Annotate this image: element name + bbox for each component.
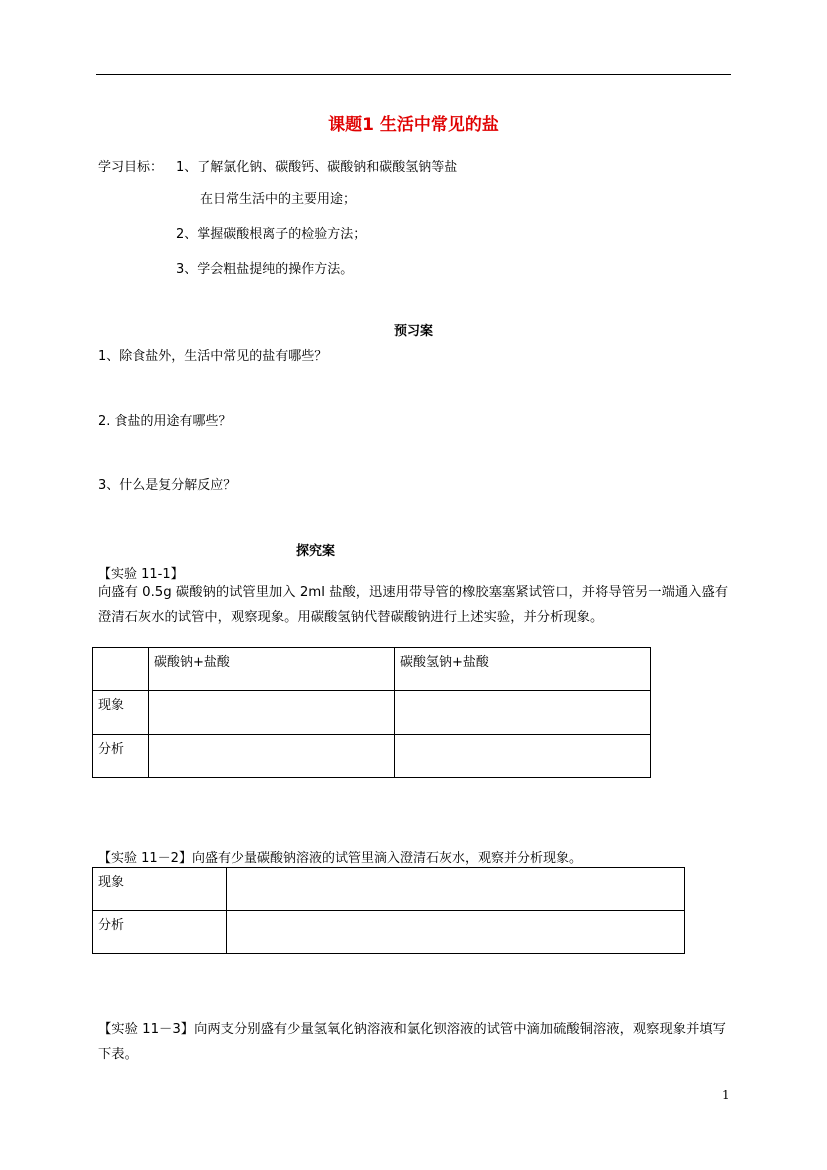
objective-item: 2、掌握碳酸根离子的检验方法； bbox=[176, 227, 367, 242]
objectives-label: 学习目标： bbox=[98, 160, 164, 175]
table-cell bbox=[93, 648, 149, 691]
exp1-label: 【实验 11-1】 bbox=[98, 567, 184, 582]
row-label: 现象 bbox=[93, 691, 149, 735]
table-header: 碳酸氢钠+盐酸 bbox=[395, 648, 651, 691]
row-label: 分析 bbox=[93, 735, 149, 778]
table-cell bbox=[149, 735, 395, 778]
objective-item: 3、学会粗盐提纯的操作方法。 bbox=[176, 262, 354, 277]
exp2-label: 【实验 11－2】 bbox=[98, 851, 192, 866]
objective-item: 在日常生活中的主要用途； bbox=[200, 192, 357, 207]
header-rule bbox=[96, 74, 731, 75]
preview-question: 1、除食盐外，生活中常见的盐有哪些？ bbox=[98, 349, 328, 364]
exp3-paragraph bbox=[98, 1017, 730, 1067]
row-label: 分析 bbox=[93, 911, 227, 954]
table-cell bbox=[395, 691, 651, 735]
exp1-table bbox=[92, 647, 651, 778]
table-cell bbox=[149, 691, 395, 735]
row-label: 现象 bbox=[93, 868, 227, 911]
page-number: 1 bbox=[722, 1088, 730, 1102]
objective-item: 1、了解氯化钠、碳酸钙、碳酸钠和碳酸氢钠等盐 bbox=[176, 160, 458, 175]
exp1-text: 向盛有 0.5g 碳酸钠的试管里加入 2ml 盐酸，迅速用带导管的橡胶塞塞紧试管口，并将导管另一端通入盛有澄清石灰水的试管中，观察现象。用碳酸氢钠代替碳酸钠进行上述实验，并分析现象。 bbox=[98, 585, 729, 625]
table-header: 碳酸钠+盐酸 bbox=[149, 648, 395, 691]
exp2-line bbox=[98, 847, 582, 866]
preview-question: 3、什么是复分解反应？ bbox=[98, 478, 237, 493]
table-cell bbox=[227, 911, 685, 954]
exp3-text: 向两支分别盛有少量氢氧化钠溶液和氯化钡溶液的试管中滴加硫酸铜溶液，观察现象并填写下表。 bbox=[98, 1022, 726, 1062]
preview-heading: 预习案 bbox=[393, 324, 433, 339]
exp2-text: 向盛有少量碳酸钠溶液的试管里滴入澄清石灰水，观察并分析现象。 bbox=[191, 851, 582, 866]
preview-question: 2. 食盐的用途有哪些？ bbox=[98, 414, 232, 429]
table-cell bbox=[395, 735, 651, 778]
exp2-table bbox=[92, 867, 685, 954]
page-title: 课题1 生活中常见的盐 bbox=[328, 115, 499, 135]
exp3-label: 【实验 11－3】 bbox=[98, 1022, 195, 1037]
explore-heading: 探究案 bbox=[296, 544, 336, 559]
table-cell bbox=[227, 868, 685, 911]
